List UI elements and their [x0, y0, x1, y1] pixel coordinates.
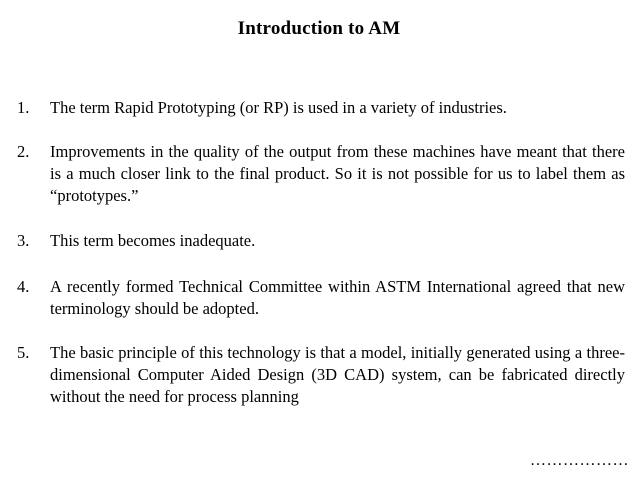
- list-item-number: 3.: [17, 231, 30, 250]
- list-item-text: This term becomes inadequate.: [50, 231, 256, 250]
- list-item-number: 5.: [17, 343, 30, 362]
- list-item: [17, 342, 625, 408]
- list-item-number: 1.: [17, 98, 30, 117]
- list-item: [17, 230, 625, 252]
- list-item-text: A recently formed Technical Committee within ASTM International agreed that new terminology should be adopted.: [50, 277, 625, 318]
- list-item-text: Improvements in the quality of the output from these machines have meant that there is a much closer link to the final product. So it is not possible for us to label them as “prototypes.”: [50, 142, 625, 205]
- slide-title: Introduction to AM: [237, 18, 401, 39]
- numbered-list: [17, 97, 625, 430]
- continuation-dots: ………………: [530, 452, 629, 469]
- list-item-number: 4.: [17, 277, 30, 296]
- list-item: [17, 276, 625, 320]
- list-item-number: 2.: [17, 142, 30, 161]
- list-item-text: The term Rapid Prototyping (or RP) is used in a variety of industries.: [50, 98, 507, 117]
- list-item: [17, 97, 625, 119]
- list-item: [17, 141, 625, 207]
- list-item-text: The basic principle of this technology is that a model, initially generated using a three-dimensional Computer Aided Design (3D CAD) system, can be fabricated directly without the need for process planning: [50, 343, 625, 406]
